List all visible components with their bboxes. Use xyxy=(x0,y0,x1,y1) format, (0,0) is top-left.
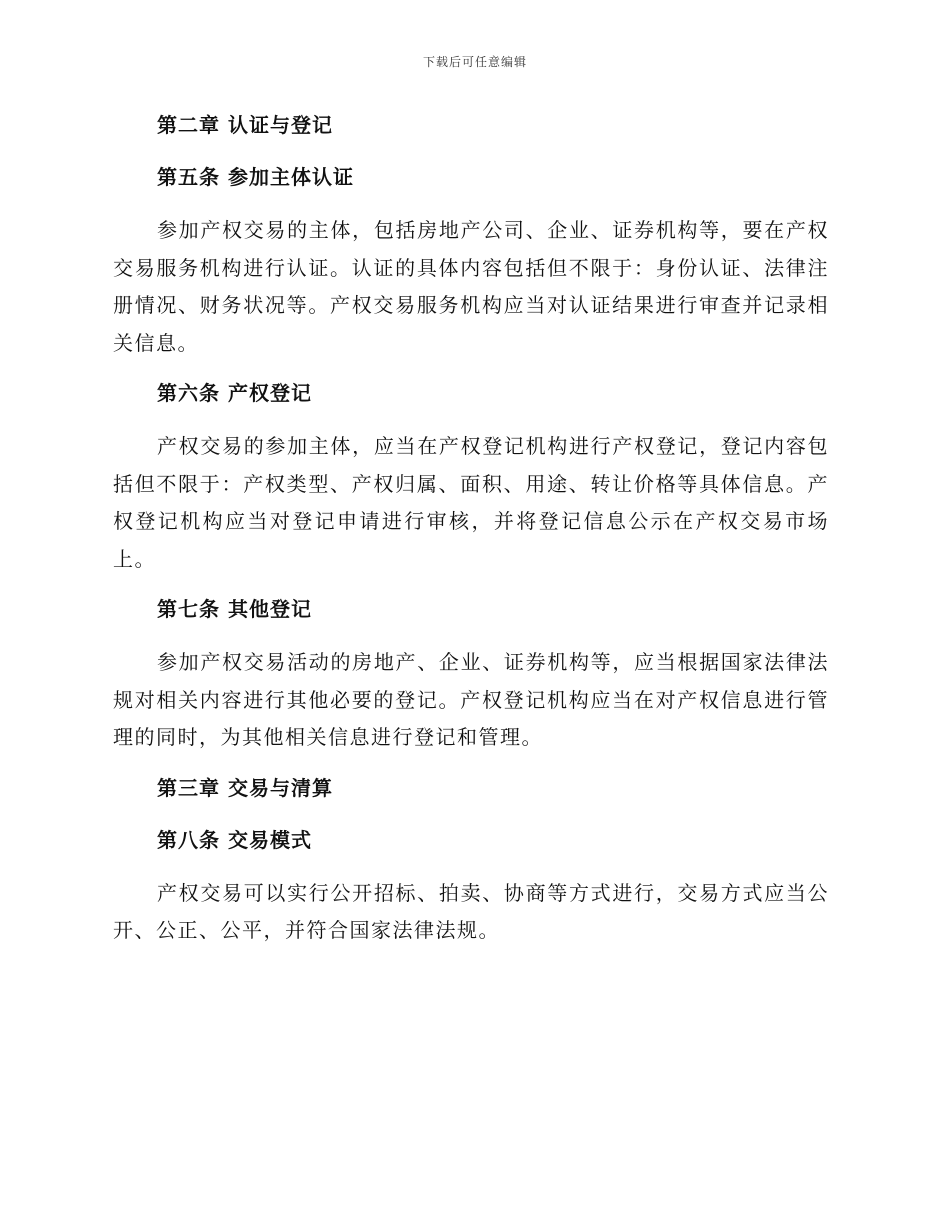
chapter-3-title: 第三章 交易与清算 xyxy=(157,775,333,800)
document-body xyxy=(113,108,829,964)
chapter-2-title: 第二章 认证与登记 xyxy=(157,113,333,137)
article-7-title: 第七条 其他登记 xyxy=(157,597,312,621)
article-7-body: 参加产权交易活动的房地产、企业、证券机构等，应当根据国家法律法规对相关内容进行其他必要的登记。产权登记机构应当在对产权信息进行管理的同时，为其他相关信息进行登记和管理。 xyxy=(113,650,829,749)
article-8-body: 产权交易可以实行公开招标、拍卖、协商等方式进行，交易方式应当公开、公正、公平，并符合国家法律法规。 xyxy=(113,880,829,942)
article-5-title: 第五条 参加主体认证 xyxy=(157,165,354,189)
article-5-body: 参加产权交易的主体，包括房地产公司、企业、证券机构等，要在产权交易服务机构进行认证。认证的具体内容包括但不限于：身份认证、法律注册情况、财务状况等。产权交易服务机构应当对认证结果进行审查并记录相关信息。 xyxy=(113,218,829,355)
article-8-title: 第八条 交易模式 xyxy=(157,827,312,852)
article-6-body: 产权交易的参加主体，应当在产权登记机构进行产权登记，登记内容包括但不限于：产权类型、产权归属、面积、用途、转让价格等具体信息。产权登记机构应当对登记申请进行审核，并将登记信息公示在产权交易市场上。 xyxy=(113,434,829,571)
page-header: 下载后可任意编辑 xyxy=(422,55,527,69)
article-6-title: 第六条 产权登记 xyxy=(157,381,312,405)
